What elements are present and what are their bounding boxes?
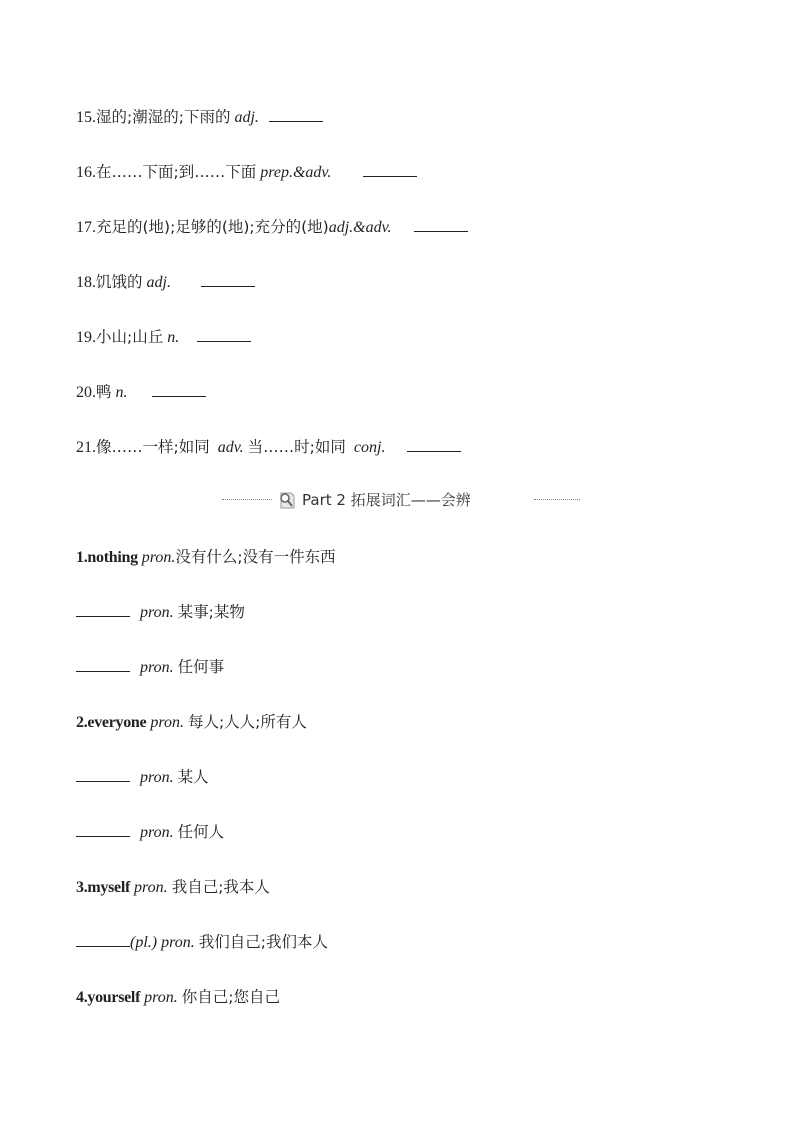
item-meaning: 充足的(地);足够的(地);充分的(地) [96, 218, 329, 236]
word-meaning: 我们自己;我们本人 [198, 933, 328, 951]
item-pos: adj.&adv. [328, 219, 392, 236]
word-number: 3. [76, 879, 88, 896]
word-pos: pron. [140, 769, 174, 786]
vocab-item-16 [76, 162, 417, 183]
vocab-item-18 [76, 272, 255, 293]
item-number: 21. [76, 439, 96, 456]
headword: everyone [87, 714, 147, 731]
item-pos: adv. [217, 439, 244, 456]
answer-blank[interactable] [363, 162, 417, 177]
header-divider-left [222, 499, 272, 500]
vocab-item-21 [76, 437, 461, 458]
word-number: 1. [76, 549, 88, 566]
answer-blank[interactable] [414, 217, 468, 232]
word-meaning: 没有什么;没有一件东西 [175, 548, 336, 566]
derived-word-blank [76, 602, 245, 623]
vocab-item-17 [76, 217, 468, 238]
extended-word-1 [76, 547, 336, 568]
word-meaning: 任何事 [177, 658, 225, 676]
item-pos: adj. [234, 109, 259, 126]
word-pos: pron. [140, 659, 174, 676]
word-number: 2. [76, 714, 88, 731]
headword: nothing [87, 549, 138, 566]
header-divider-right [534, 499, 580, 500]
answer-blank[interactable] [201, 272, 255, 287]
word-pos: pron. [144, 989, 178, 1006]
word-meaning: 你自己;您自己 [181, 988, 280, 1006]
answer-blank[interactable] [407, 437, 461, 452]
word-pos: pron. [161, 934, 195, 951]
item-pos: prep.&adv. [260, 164, 332, 181]
item-pos-2: conj. [353, 439, 386, 456]
item-number: 19. [76, 329, 96, 346]
vocab-item-19 [76, 327, 251, 348]
item-pos: adj. [146, 274, 171, 291]
word-meaning: 每人;人人;所有人 [187, 713, 307, 731]
item-number: 15. [76, 109, 96, 126]
word-pos: pron. [141, 549, 176, 566]
derived-word-blank [76, 932, 328, 953]
answer-blank[interactable] [152, 382, 206, 397]
answer-blank[interactable] [269, 107, 323, 122]
item-number: 20. [76, 384, 96, 401]
headword: myself [87, 879, 131, 896]
answer-blank[interactable] [76, 822, 130, 837]
answer-blank[interactable] [76, 602, 130, 617]
word-number: 4. [76, 989, 88, 1006]
vocab-item-20 [76, 382, 206, 403]
word-meaning: 某事;某物 [177, 603, 245, 621]
word-pos: pron. [134, 879, 168, 896]
item-meaning-2: 当……时;如同 [247, 438, 346, 456]
extended-word-3 [76, 877, 270, 898]
word-pos: pron. [150, 714, 184, 731]
word-pos: pron. [140, 824, 174, 841]
answer-blank[interactable] [76, 657, 130, 672]
word-meaning: 我自己;我本人 [171, 878, 270, 896]
headword: yourself [87, 989, 141, 1006]
item-number: 17. [76, 219, 96, 236]
answer-blank[interactable] [76, 767, 130, 782]
item-meaning: 在……下面;到……下面 [96, 163, 257, 181]
derived-word-blank [76, 767, 209, 788]
magnifier-icon [277, 490, 297, 510]
derived-word-blank [76, 822, 224, 843]
extended-word-2 [76, 712, 307, 733]
item-pos: n. [115, 384, 128, 401]
item-number: 16. [76, 164, 96, 181]
item-meaning: 饥饿的 [96, 273, 143, 291]
extended-word-4 [76, 987, 280, 1008]
item-meaning: 小山;山丘 [96, 328, 164, 346]
answer-blank[interactable] [197, 327, 251, 342]
item-pos: n. [167, 329, 180, 346]
answer-blank[interactable] [76, 932, 130, 947]
word-meaning: 任何人 [177, 823, 225, 841]
plural-note: (pl.) [130, 934, 158, 951]
vocab-item-15 [76, 107, 323, 128]
item-meaning: 像……一样;如同 [96, 438, 210, 456]
part-2-title: Part 2 拓展词汇——会辨 [302, 491, 471, 509]
item-meaning: 湿的;潮湿的;下雨的 [96, 108, 231, 126]
part-2-header [222, 489, 580, 511]
word-pos: pron. [140, 604, 174, 621]
derived-word-blank [76, 657, 224, 678]
word-meaning: 某人 [177, 768, 209, 786]
item-number: 18. [76, 274, 96, 291]
item-meaning: 鸭 [96, 383, 112, 401]
